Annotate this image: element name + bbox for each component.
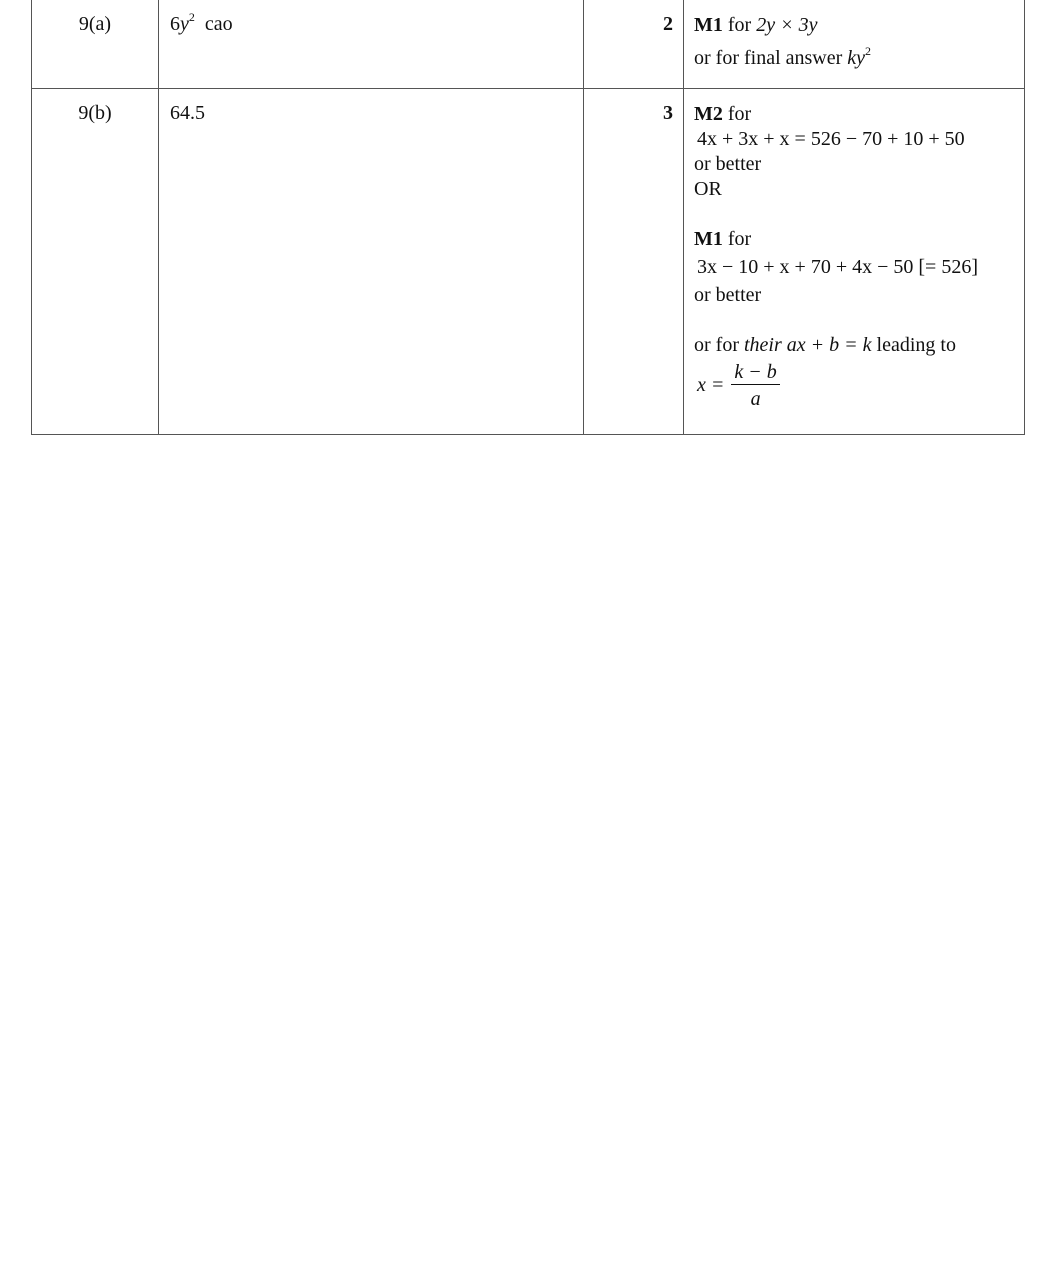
- answer-exponent: 2: [188, 10, 195, 24]
- fraction-numerator: k − b: [731, 360, 779, 385]
- fraction-line: [694, 360, 1018, 413]
- guidance-cell: [684, 89, 1025, 435]
- mark-code: M2: [694, 103, 723, 125]
- guidance-exponent: 2: [865, 44, 872, 58]
- question-number: 9(a): [32, 0, 159, 89]
- question-number: 9(b): [32, 89, 159, 435]
- guidance-expression: 2y × 3y: [756, 14, 818, 36]
- guidance-emphasis: their: [743, 334, 782, 356]
- fraction-denominator: a: [750, 388, 761, 410]
- mark-scheme-table: [31, 0, 1025, 435]
- guidance-line: [694, 102, 1018, 127]
- answer-cell: 64.5: [159, 89, 584, 435]
- answer-cell: [159, 0, 584, 89]
- marks-cell: 2: [584, 0, 684, 89]
- table-row: [32, 89, 1025, 435]
- answer-note: cao: [204, 13, 233, 35]
- table-row: [32, 0, 1025, 89]
- guidance-word: for: [727, 14, 752, 36]
- guidance-cell: [684, 0, 1025, 89]
- guidance-line: [694, 333, 1018, 358]
- guidance-text: OR: [694, 178, 722, 200]
- answer-coef: 6: [170, 13, 180, 35]
- guidance-text: leading to: [876, 334, 956, 356]
- guidance-text: or better: [694, 284, 762, 306]
- fraction: [731, 360, 779, 413]
- guidance-word: for: [727, 228, 752, 250]
- guidance-expression: 3x − 10 + x + 70 + 4x − 50 [= 526]: [697, 256, 978, 278]
- fraction-lhs: x =: [697, 374, 725, 397]
- mark-code: M1: [694, 228, 723, 250]
- guidance-line: [694, 46, 1018, 71]
- guidance-expression: 4x + 3x + x = 526 − 70 + 10 + 50: [697, 128, 965, 150]
- mark-code: M1: [694, 14, 723, 36]
- marks-cell: 3: [584, 89, 684, 435]
- answer-var: y: [180, 13, 189, 35]
- guidance-text: or for final answer: [694, 47, 843, 69]
- guidance-word: for: [727, 103, 752, 125]
- guidance-expression: ax + b = k: [786, 334, 872, 356]
- guidance-line: [694, 227, 1018, 252]
- guidance-text: or for: [694, 334, 739, 356]
- guidance-var: ky: [847, 47, 866, 69]
- guidance-line: [694, 13, 1018, 38]
- guidance-text: or better: [694, 153, 762, 175]
